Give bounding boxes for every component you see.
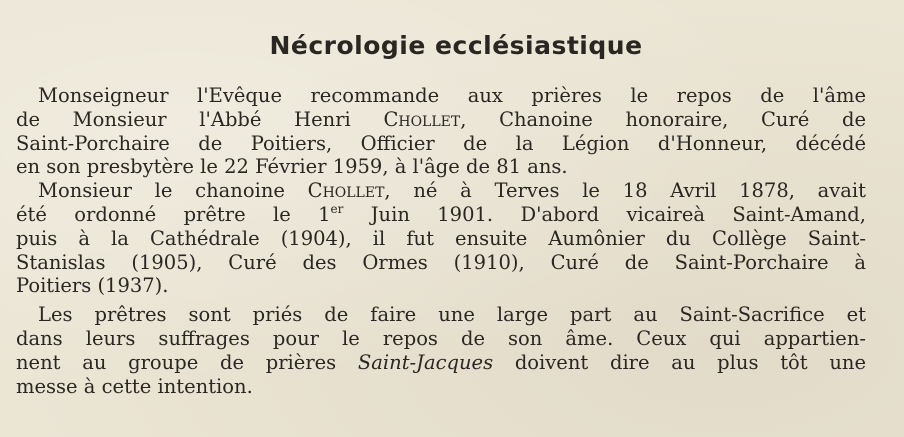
surname-chollet: Chollet (383, 107, 461, 131)
text-run: , né à Terves le 18 Avril 1878, avait (384, 179, 866, 203)
paragraph-2-line-4: Stanislas (1905), Curé des Ormes (1910), Curé de Saint-Porchaire à (16, 250, 866, 274)
paragraph-1-line-4: en son presbytère le 22 Février 1959, à l'âge de 81 ans. (16, 155, 568, 179)
paragraph-1-line-3: Saint-Porchaire de Poitiers, Officier de la Légion d'Honneur, décédé (16, 131, 866, 155)
ordinal-superscript: er (330, 201, 344, 216)
text-run: nent au groupe de prières (16, 350, 358, 374)
paragraph-2-line-1 (16, 179, 866, 203)
page-title: Nécrologie ecclésiastique (269, 31, 643, 60)
text-run: de Monsieur l'Abbé Henri (16, 107, 384, 131)
text-run: Juin 1901. D'abord vicaireà Saint-Amand, (343, 202, 866, 226)
paragraph-1 (16, 84, 866, 179)
paragraph-3 (16, 303, 866, 398)
text-run: été ordonné prêtre le 1 (16, 202, 331, 226)
text-run: , Chanoine honoraire, Curé de (460, 107, 867, 131)
paragraph-1-line-2 (16, 108, 866, 132)
paragraph-2 (16, 179, 866, 298)
paragraph-1-line-1: Monseigneur l'Evêque recommande aux prières le repos de l'âme (38, 84, 866, 107)
paragraph-2-line-2 (16, 203, 866, 227)
paragraph-3-line-1: Les prêtres sont priés de faire une large part au Saint-Sacrifice et (38, 303, 866, 327)
paragraph-3-line-4: messe à cette intention. (16, 374, 253, 398)
article-body (16, 84, 866, 398)
prayer-group-name: Saint-Jacques (357, 350, 494, 374)
text-run: Monsieur le chanoine (38, 179, 308, 203)
surname-chollet: Chollet (307, 179, 385, 203)
paragraph-3-line-3 (16, 351, 866, 375)
paragraph-2-line-5: Poitiers (1937). (16, 274, 169, 298)
text-run: doivent dire au plus tôt une (493, 350, 866, 374)
paragraph-3-line-2: dans leurs suffrages pour le repos de son âme. Ceux qui appartien- (16, 326, 866, 350)
paragraph-2-line-3: puis à la Cathédrale (1904), il fut ensuite Aumônier du Collège Saint- (16, 226, 866, 250)
